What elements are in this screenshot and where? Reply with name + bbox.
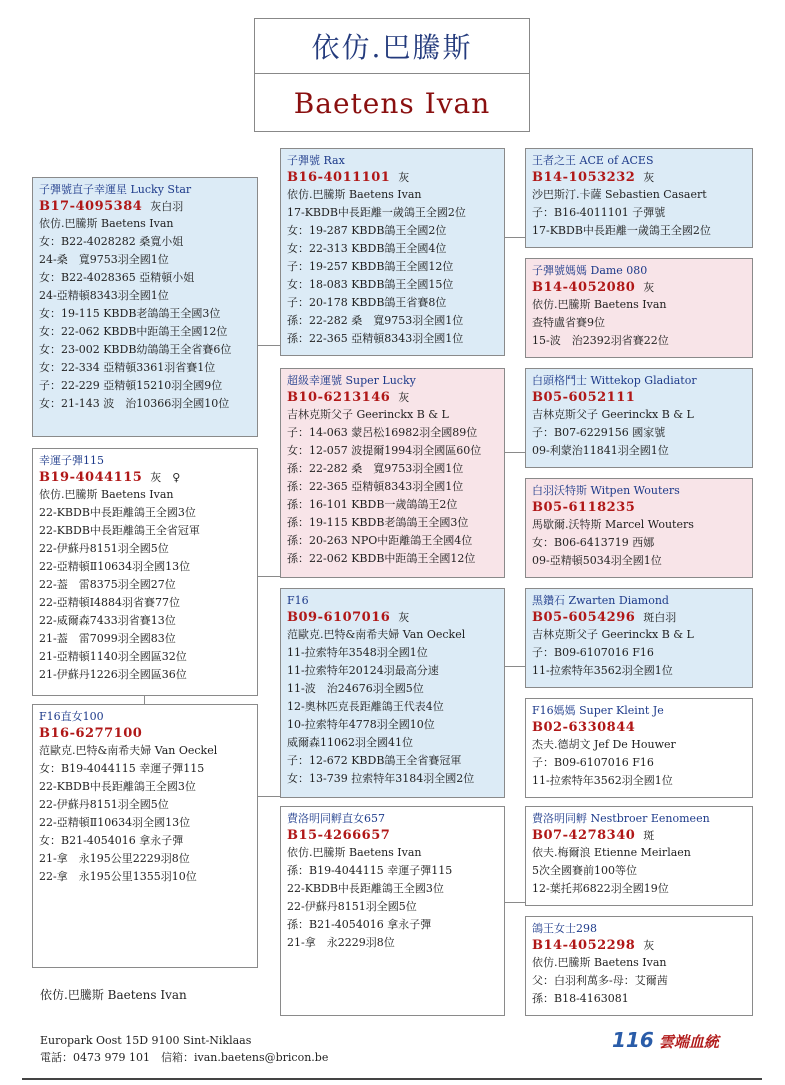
info-line: 威爾森11062羽全國41位 [287,736,413,749]
info-line: 11-拉索特年3548羽全國1位 [287,646,428,659]
info-line: 5次全國賽前100等位 [532,864,637,877]
logo-number: 116 [612,1028,654,1052]
connector [505,452,525,453]
info-line: 子：22-229 亞精頓15210羽全國9位 [39,379,223,392]
pedigree-card-sire [32,177,258,437]
info-line: 孫：B18-4163081 [532,992,629,1005]
connector [505,902,525,903]
plumage-color: 灰 ♀ [150,471,181,484]
connector [505,237,525,238]
ring-number: B02-6330844 [532,720,636,735]
info-line: 11-拉索特年20124羽最高分速 [287,664,439,677]
info-line: 吉林克斯父子 Geerinckx B & L [532,408,694,421]
info-line: 子：B09-6107016 F16 [532,756,654,769]
pigeon-name: 白羽沃特斯 Witpen Wouters [532,484,680,497]
plumage-color: 斑 [643,829,655,842]
info-line: 子：B16-4011101 子彈號 [532,206,666,219]
plumage-color: 灰白羽 [150,200,184,213]
pedigree-card-lucky-sire [525,368,753,468]
plumage-color: 斑白羽 [643,611,677,624]
plumage-color: 灰 [643,171,655,184]
info-line: 22-亞精頓Ⅰ4884羽省賽77位 [39,596,181,609]
pedigree-card-f16-dam [525,698,753,798]
connector [258,576,280,577]
info-line: 馬歇爾.沃特斯 Marcel Wouters [532,518,694,531]
info-line: 父：白羽利萬多-母：艾爾茜 [532,974,668,987]
info-line: 21-葢 雷7099羽全國83位 [39,632,176,645]
info-line: 子：20-178 KBDB鴿王省賽8位 [287,296,447,309]
ring-row [39,198,251,215]
info-line: 子：14-063 蒙呂松16982羽全國89位 [287,426,478,439]
info-line: 21-亞精頓1140羽全國區32位 [39,650,187,663]
info-line: 22-KBDB中長距離鴿王全國3位 [39,780,196,793]
info-line: 17-KBDB中長距離一歲鴿王全國2位 [532,224,711,237]
info-line: 子：B07-6229156 國家號 [532,426,666,439]
pigeon-name: F16 [287,594,309,607]
info-line: 女：18-083 KBDB鴿王全國15位 [287,278,454,291]
connector [258,345,280,346]
pedigree-card-dam-sire [280,588,505,798]
pigeon-name: 費洛明同孵直女657 [287,812,385,825]
ring-row [532,499,746,516]
info-line: 11-拉索特年3562羽全國1位 [532,664,673,677]
info-line: 11-拉索特年3562羽全國1位 [532,774,673,787]
ring-number: B05-6054296 [532,610,636,625]
pigeon-name: 鴿王女士298 [532,922,597,935]
info-line: 女：B19-4044115 幸運子彈115 [39,762,205,775]
page-title-chinese: 依仿.巴騰斯 [255,19,529,74]
breeder-name: 依仿.巴騰斯 Baetens Ivan [40,988,187,1002]
info-line: 依仿.巴騰斯 Baetens Ivan [287,188,422,201]
pedigree-card-dam-dam-parent [280,806,505,1016]
info-line: 子：19-257 KBDB鴿王全國12位 [287,260,454,273]
plumage-color: 灰 [398,171,410,184]
ring-number: B16-6277100 [39,726,143,741]
info-line: 孫：B21-4054016 拿永子彈 [287,918,432,931]
pedigree-card-fidelo-dam [525,916,753,1016]
ring-row [532,169,746,186]
ring-row [287,389,498,406]
info-line: 22-葢 雷8375羽全國27位 [39,578,176,591]
pigeon-name: 超級幸運號 Super Lucky [287,374,416,387]
pigeon-name: 子彈號媽媽 Dame 080 [532,264,648,277]
ring-row [532,389,746,406]
info-line: 子：12-672 KBDB鴿王全省賽冠軍 [287,754,462,767]
info-line: 22-伊蘇丹8151羽全國5位 [39,542,169,555]
title-box [254,18,530,132]
info-line: 15-波 治2392羽省賽22位 [532,334,669,347]
info-line: 依仿.巴騰斯 Baetens Ivan [287,846,422,859]
footer-divider [22,1078,762,1080]
pigeon-name: 白頭格鬥士 Wittekop Gladiator [532,374,697,387]
info-line: 22-KBDB中長距離鴿王全省冠軍 [39,524,200,537]
contact-info: 電話：0473 979 101 信箱：ivan.baetens@bricon.be [40,1051,329,1064]
pedigree-card-rax-dam [525,258,753,358]
info-line: 12-葉托邦6822羽全國19位 [532,882,669,895]
info-line: 依仿.巴騰斯 Baetens Ivan [532,956,667,969]
info-line: 22-伊蘇丹8151羽全國5位 [39,798,169,811]
info-line: 女：23-002 KBDB幼鴿鴿王全省賽6位 [39,343,232,356]
ring-row [39,725,251,742]
pedigree-card-f16-sire [525,588,753,688]
info-line: 女：19-115 KBDB老鴿鴿王全國3位 [39,307,221,320]
plumage-color: 灰 [643,939,655,952]
ring-number: B16-4011101 [287,170,391,185]
info-line: 依仿.巴騰斯 Baetens Ivan [39,488,174,501]
pedigree-card-dam-dam [32,704,258,968]
info-line: 21-拿 永2229羽8位 [287,936,395,949]
pedigree-card-sire-sire [280,148,505,356]
connector [505,666,525,667]
ring-row [532,827,746,844]
info-line: 女：21-143 波 治10366羽全國10位 [39,397,230,410]
ring-row [287,609,498,626]
info-line: 孫：20-263 NPO中距離鴿王全國4位 [287,534,473,547]
info-line: 女：B22-4028282 桑寬小姐 [39,235,184,248]
info-line: 女：22-062 KBDB中距鴿王全國12位 [39,325,228,338]
pigeon-name: 幸運子彈115 [39,454,104,467]
info-line: 杰夫.德胡文 Jef De Houwer [532,738,676,751]
info-line: 10-拉索特年4778羽全國10位 [287,718,435,731]
info-line: 查特盧省賽9位 [532,316,605,329]
info-line: 孫：22-282 桑 寬9753羽全國1位 [287,462,464,475]
info-line: 22-KBDB中長距離鴿王全國3位 [39,506,196,519]
pedigree-card-rax-sire [525,148,753,248]
info-line: 孫：16-101 KBDB一歲鴿鴿王2位 [287,498,458,511]
ring-number: B07-4278340 [532,828,636,843]
page-title-english: Baetens Ivan [293,87,491,120]
info-line: 女：B22-4028365 亞精頓小姐 [39,271,195,284]
pedigree-card-sire-dam [280,368,505,578]
info-line: 女：B06-6413719 西娜 [532,536,655,549]
info-line: 沙巴斯汀.卡薩 Sebastien Casaert [532,188,707,201]
plumage-color: 灰 [643,281,655,294]
info-line: 吉林克斯父子 Geerinckx B & L [287,408,449,421]
pigeon-name: 子彈號直子幸運星 Lucky Star [39,183,192,196]
info-line: 范歐克.巴特&南希夫婦 Van Oeckel [39,744,218,757]
plumage-color: 灰 [398,391,410,404]
info-line: 21-拿 永195公里2229羽8位 [39,852,190,865]
info-line: 孫：22-365 亞精頓8343羽全國1位 [287,332,464,345]
ring-number: B19-4044115 [39,470,143,485]
info-line: 21-伊蘇丹1226羽全國區36位 [39,668,187,681]
info-line: 依仿.巴騰斯 Baetens Ivan [39,217,174,230]
info-line: 22-亞精頓Ⅱ10634羽全國13位 [39,816,191,829]
info-line: 女：19-287 KBDB鴿王全國2位 [287,224,447,237]
ring-row [532,937,746,954]
ring-row [287,169,498,186]
info-line: 12-奧林匹克長距離鴿王代表4位 [287,700,444,713]
pedigree-card-dam [32,448,258,696]
info-line: 22-拿 永195公里1355羽10位 [39,870,197,883]
ring-row [287,827,498,844]
info-line: 孫：22-062 KBDB中距鴿王全國12位 [287,552,476,565]
ring-number: B17-4095384 [39,199,143,214]
info-line: 女：B21-4054016 拿永子彈 [39,834,184,847]
info-line: 24-亞精頓8343羽全國1位 [39,289,169,302]
info-line: 孫：B19-4044115 幸運子彈115 [287,864,453,877]
info-line: 22-威爾森7433羽省賽13位 [39,614,176,627]
ring-row [532,279,746,296]
brand-logo [612,1028,719,1052]
ring-number: B14-4052080 [532,280,636,295]
pigeon-name: F16直女100 [39,710,104,723]
ring-number: B05-6052111 [532,390,636,405]
info-line: 吉林克斯父子 Geerinckx B & L [532,628,694,641]
info-line: 孫：19-115 KBDB老鴿鴿王全國3位 [287,516,469,529]
ring-row [39,469,251,486]
pigeon-name: F16媽媽 Super Kleint Je [532,704,664,717]
address: Europark Oost 15D 9100 Sint-Niklaas [40,1034,252,1047]
info-line: 22-亞精頓Ⅱ10634羽全國13位 [39,560,191,573]
connector [258,796,280,797]
info-line: 依夫.梅爾浪 Etienne Meirlaen [532,846,691,859]
info-line: 17-KBDB中長距離一歲鴿王全國2位 [287,206,466,219]
ring-row [532,719,746,736]
ring-number: B05-6118235 [532,500,636,515]
info-line: 孫：22-365 亞精頓8343羽全國1位 [287,480,464,493]
info-line: 女：13-739 拉索特年3184羽全國2位 [287,772,475,785]
info-line: 女：22-334 亞精頓3361羽省賽1位 [39,361,216,374]
info-line: 09-亞精頓5034羽全國1位 [532,554,662,567]
pigeon-name: 王者之王 ACE of ACES [532,154,654,167]
info-line: 09-利蒙治11841羽全國1位 [532,444,669,457]
ring-number: B10-6213146 [287,390,391,405]
pigeon-name: 費洛明同孵 Nestbroer Eenomeen [532,812,710,825]
connector [144,696,145,704]
info-line: 女：12-057 波提爾1994羽全國區60位 [287,444,482,457]
logo-text: 雲端血統 [658,1033,719,1051]
ring-number: B14-4052298 [532,938,636,953]
pigeon-name: 子彈號 Rax [287,154,345,167]
ring-number: B09-6107016 [287,610,391,625]
info-line: 范歐克.巴特&南希夫婦 Van Oeckel [287,628,466,641]
info-line: 孫：22-282 桑 寬9753羽全國1位 [287,314,464,327]
ring-number: B14-1053232 [532,170,636,185]
pigeon-name: 黑鑽石 Zwarten Diamond [532,594,669,607]
info-line: 子：B09-6107016 F16 [532,646,654,659]
info-line: 22-KBDB中長距離鴿王全國3位 [287,882,444,895]
pedigree-card-lucky-dam [525,478,753,578]
ring-row [532,609,746,626]
plumage-color: 灰 [398,611,410,624]
pedigree-card-fidelo-sire [525,806,753,906]
info-line: 依仿.巴騰斯 Baetens Ivan [532,298,667,311]
info-line: 24-桑 寬9753羽全國1位 [39,253,169,266]
ring-number: B15-4266657 [287,828,391,843]
info-line: 11-波 治24676羽全國5位 [287,682,424,695]
info-line: 22-伊蘇丹8151羽全國5位 [287,900,417,913]
info-line: 女：22-313 KBDB鴿王全國4位 [287,242,447,255]
